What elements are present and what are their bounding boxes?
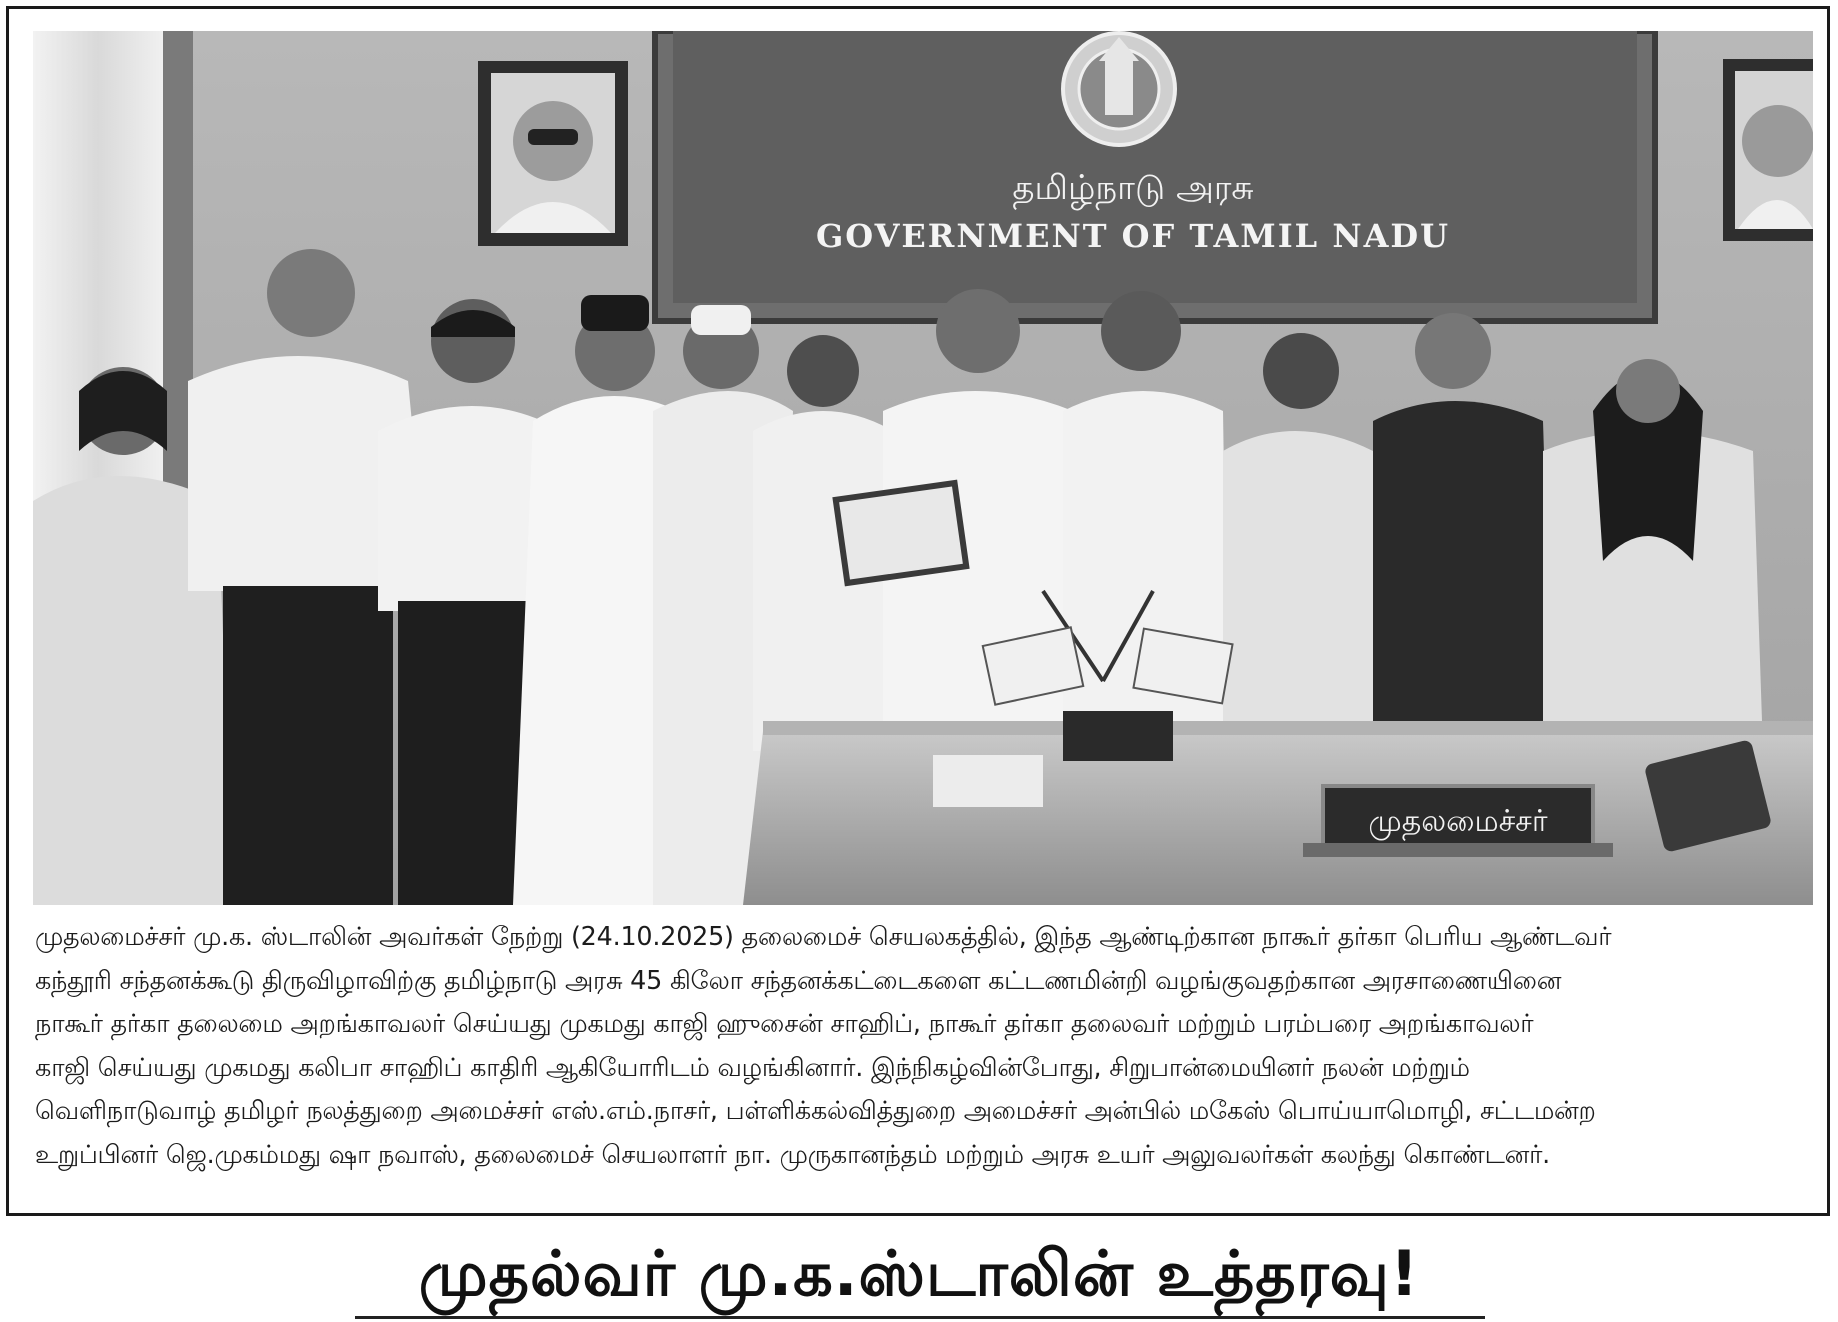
desk-papers	[933, 755, 1043, 807]
caption-line: கந்தூரி சந்தனக்கூடு திருவிழாவிற்கு தமிழ்நாடு அரசு 45 கிலோ சந்தனக்கட்டைகளை கட்டணமின்றி வழங்குவதற்கான அரசாணையினை	[35, 964, 1562, 995]
emblem-tamil-text: தமிழ்நாடு அரசு	[1012, 168, 1254, 208]
emblem-english-text: GOVERNMENT OF TAMIL NADU	[815, 217, 1451, 255]
photo-caption	[35, 915, 1811, 1176]
desk	[743, 731, 1813, 905]
caption-line: உறுப்பினர் ஜெ.முகம்மது ஷா நவாஸ், தலைமைச் செயலாளர் நா. முருகானந்தம் மற்றும் அரசு உயர் அலுவலர்கள் கலந்து கொண்டனர்.	[35, 1138, 1551, 1169]
desk-nameplate	[1303, 786, 1613, 857]
tamil-nadu-emblem	[1063, 33, 1175, 145]
caption-line: காஜி செய்யது முகமது கலிபா சாஹிப் காதிரி ஆகியோரிடம் வழங்கினார். இந்நிகழ்வின்போது, சிறுபான்மையினர் நலன் மற்றும்	[35, 1051, 1470, 1082]
news-photo	[33, 31, 1813, 905]
nameplate-text: முதலமைச்சர்	[1368, 804, 1548, 839]
photo-illustration	[33, 31, 1813, 905]
caption-line: முதலமைச்சர் மு.க. ஸ்டாலின் அவர்கள் நேற்று (24.10.2025) தலைமைச் செயலகத்தில், இந்த ஆண்டிற்கான நாகூர் தர்கா பெரிய ஆண்டவர்	[35, 921, 1612, 951]
caption-line: வெளிநாடுவாழ் தமிழர் நலத்துறை அமைச்சர் எஸ்.எம்.நாசர், பள்ளிக்கல்வித்துறை அமைச்சர் அன்பில் மகேஸ் பொய்யாமொழி, சட்டமன்ற	[35, 1095, 1596, 1125]
headline: முதல்வர் மு.க.ஸ்டாலின் உத்தரவு!	[418, 1237, 1420, 1310]
certificate	[836, 483, 967, 583]
caption-line: நாகூர் தர்கா தலைமை அறங்காவலர் செய்யது முகமது காஜி ஹுசைன் சாஹிப், நாகூர் தர்கா தலைவர் மற்றும் பரம்பரை அறங்காவலர்	[35, 1008, 1534, 1038]
headline-underline	[355, 1316, 1485, 1319]
article-frame	[6, 6, 1830, 1216]
portrait-left	[478, 61, 628, 246]
portrait-right	[1723, 59, 1813, 241]
